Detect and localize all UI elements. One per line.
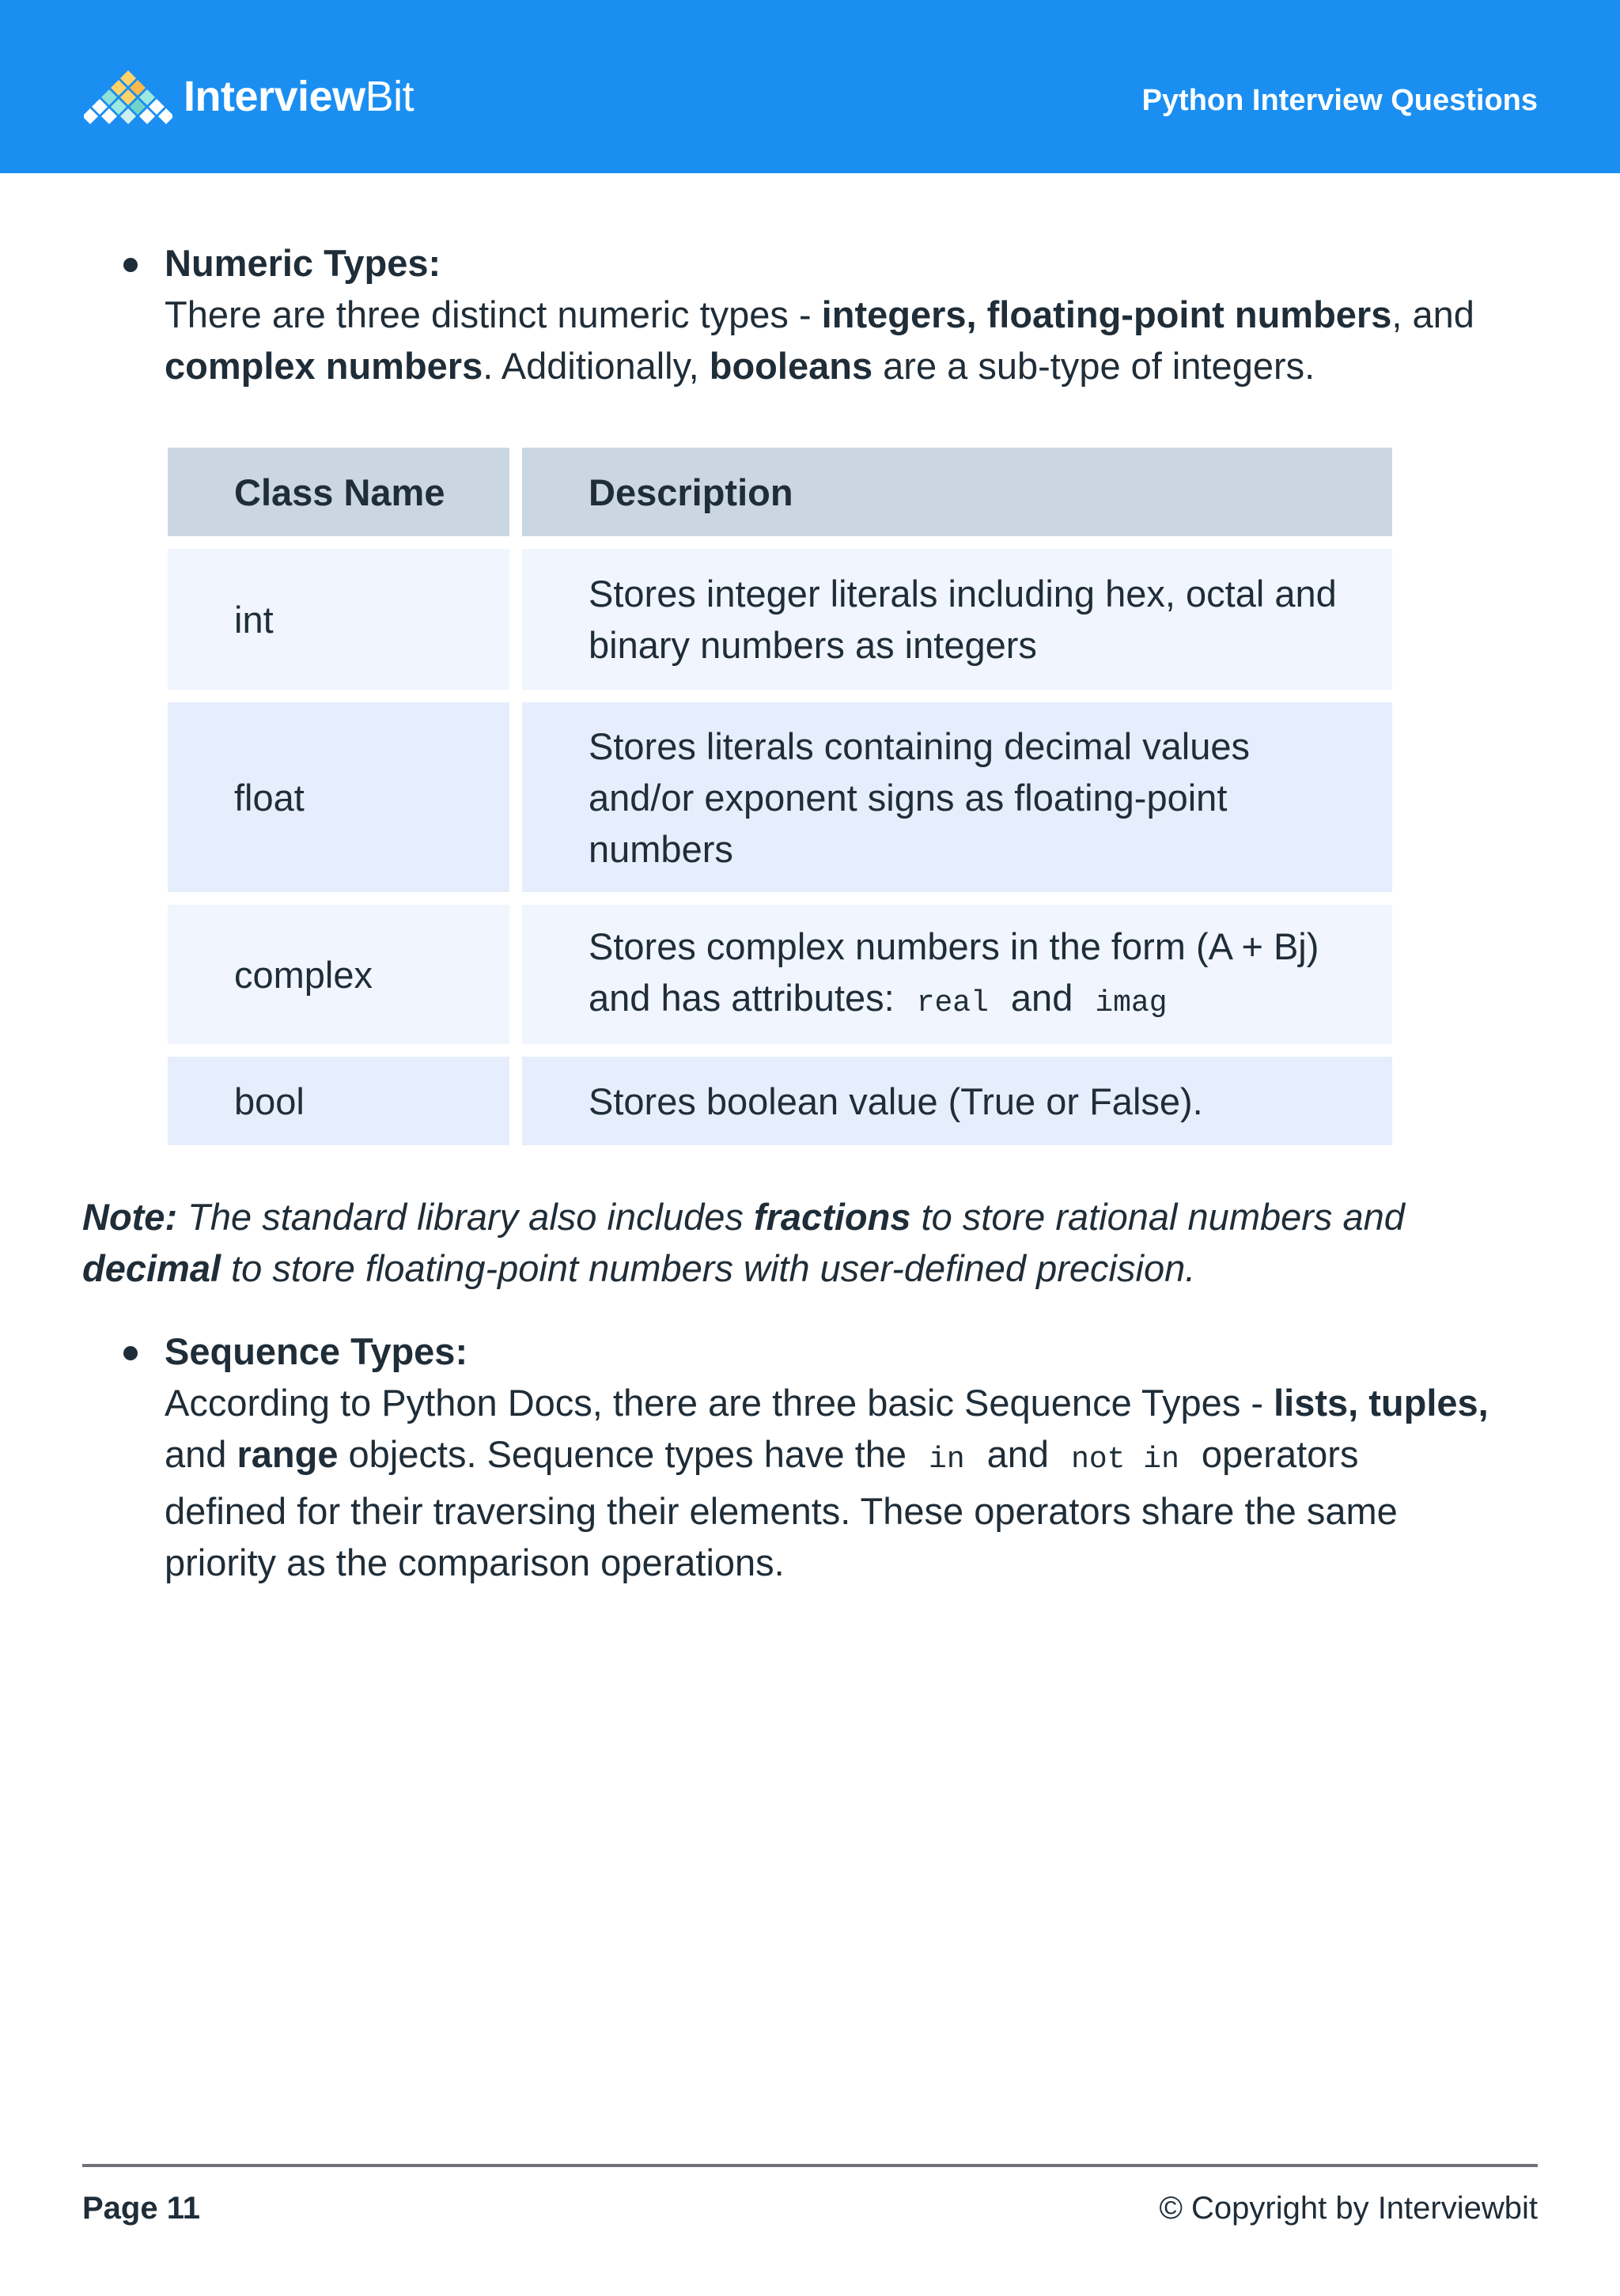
- table-row: [168, 702, 1392, 892]
- numeric-types-heading: Numeric Types:: [165, 242, 441, 284]
- code-in: in: [929, 1443, 965, 1477]
- sequence-types-paragraph: According to Python Docs, there are three basic Sequence Types - lists, tuples, and range objects. Sequence types have the in and not in operators defined for their traversing their elements. These operators share the same priority as the comparison operations.: [165, 1382, 1489, 1583]
- class-name-cell: float: [168, 702, 509, 892]
- numeric-types-paragraph: There are three distinct numeric types - integers, floating-point numbers, and complex numbers. Additionally, booleans are a sub-type of integers.: [165, 293, 1474, 387]
- class-name-cell: int: [168, 549, 509, 690]
- table-row: [168, 1057, 1392, 1145]
- table-header-row: [168, 448, 1392, 536]
- description-cell: Stores literals containing decimal values and/or exponent signs as floating-point numbers: [522, 702, 1392, 892]
- page-number: Page 11: [82, 2191, 201, 2226]
- bullet-icon: [123, 1346, 138, 1360]
- column-header-class-name: Class Name: [168, 448, 509, 536]
- table-row: [168, 549, 1392, 690]
- code-imag: imag: [1095, 985, 1168, 1020]
- code-not-in: not in: [1071, 1443, 1179, 1477]
- numeric-types-text: [165, 237, 1557, 391]
- page-header: [0, 0, 1620, 173]
- class-name-cell: complex: [168, 905, 509, 1044]
- brand-name: InterviewBit: [184, 73, 414, 120]
- brand-logo: [84, 65, 414, 128]
- column-header-description: Description: [522, 448, 1392, 536]
- description-cell: Stores boolean value (True or False).: [522, 1057, 1392, 1145]
- class-name-cell: bool: [168, 1057, 509, 1145]
- document-title: Python Interview Questions: [1141, 84, 1538, 117]
- bullet-icon: [123, 258, 138, 272]
- copyright-notice: © Copyright by Interviewbit: [1159, 2191, 1538, 2226]
- table-row: [168, 905, 1392, 1044]
- code-real: real: [916, 985, 989, 1020]
- interviewbit-logo-icon: [84, 69, 172, 124]
- sequence-types-text: [165, 1326, 1557, 1588]
- numeric-types-table: [155, 435, 1405, 1158]
- sequence-types-heading: Sequence Types:: [165, 1330, 468, 1372]
- description-cell: Stores complex numbers in the form (A + Bj) and has attributes: real and imag: [522, 905, 1392, 1044]
- description-cell: Stores integer literals including hex, octal and binary numbers as integers: [522, 549, 1392, 690]
- footer-divider: [82, 2164, 1538, 2167]
- note-paragraph: Note: The standard library also includes fractions to store rational numbers and decimal to store floating-point numbers with user-defined precision.: [82, 1196, 1405, 1289]
